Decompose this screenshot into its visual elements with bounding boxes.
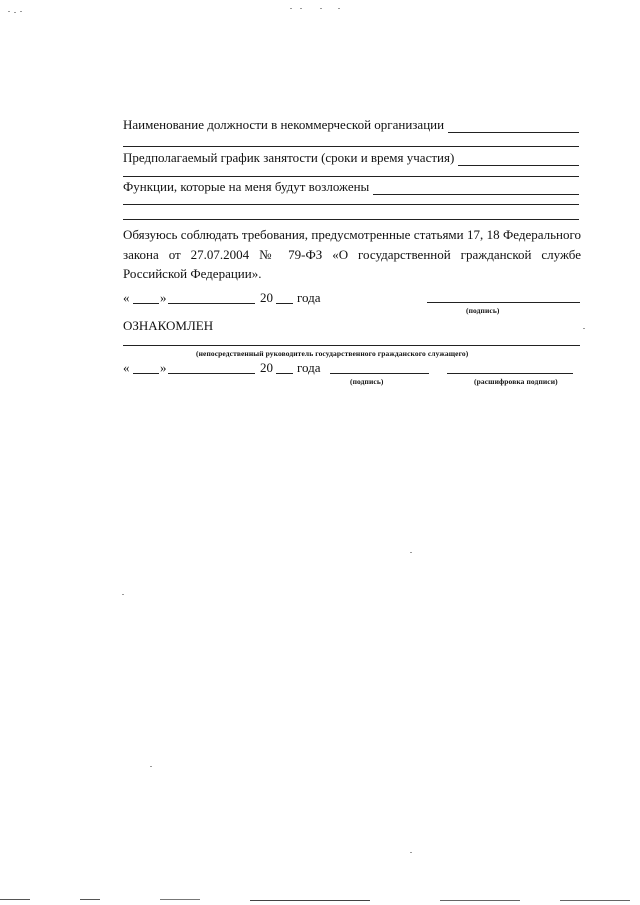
date-close-quote: » [160, 290, 167, 305]
schedule-field-line[interactable] [458, 153, 579, 166]
year-suffix: года [297, 290, 321, 305]
functions-field-line[interactable] [373, 182, 579, 195]
signature-decoding-caption: (расшифровка подписи) [474, 377, 558, 386]
signature-caption-2: (подпись) [350, 377, 384, 386]
date-close-quote-2: » [160, 360, 167, 375]
obligation-paragraph: Обязуюсь соблюдать требования, предусмотренные статьями 17, 18 Федерального закона от 27.07.2004 № 79-ФЗ «О государственной гражданской службе Российской Федерации». [123, 227, 581, 281]
year-suffix-2: года [297, 360, 321, 375]
functions-label: Функции, которые на меня будут возложены [123, 179, 370, 194]
scan-edge-mark [160, 899, 200, 900]
decoding-field-line[interactable] [447, 373, 573, 374]
scan-speck [300, 8, 302, 9]
year-field-line-2[interactable] [276, 373, 293, 374]
functions-row [123, 179, 579, 195]
scan-edge-mark [560, 900, 630, 901]
supervisor-caption: (непосредственный руководитель государственного гражданского служащего) [196, 349, 469, 358]
signature-field-line-2[interactable] [330, 373, 429, 374]
scan-edge-mark [80, 899, 100, 900]
month-field-line[interactable] [168, 303, 255, 304]
scan-speck [150, 766, 152, 767]
scan-edge-mark [0, 899, 30, 900]
scan-speck [14, 12, 16, 13]
signature-caption: (подпись) [466, 306, 500, 315]
position-label: Наименование должности в некоммерческой организации [123, 117, 445, 132]
date-open-quote: « [123, 290, 130, 305]
acknowledged-heading: ОЗНАКОМЛЕН [123, 318, 214, 333]
scan-edge-mark [440, 900, 520, 901]
schedule-row [123, 150, 579, 166]
scan-speck [583, 328, 585, 329]
scan-speck [338, 8, 340, 9]
date-open-quote-2: « [123, 360, 130, 375]
scan-speck [410, 852, 412, 853]
day-field-line[interactable] [133, 303, 159, 304]
scan-speck [20, 11, 22, 12]
scan-speck [122, 594, 124, 595]
position-row [123, 117, 579, 133]
month-field-line-2[interactable] [168, 373, 255, 374]
scan-speck [8, 11, 10, 12]
scan-speck [410, 552, 412, 553]
position-field-line[interactable] [448, 120, 579, 133]
scan-speck [290, 8, 292, 9]
schedule-extra-line[interactable] [123, 176, 579, 177]
signature-field-line[interactable] [427, 302, 580, 303]
functions-extra-line-1[interactable] [123, 204, 579, 205]
day-field-line-2[interactable] [133, 373, 159, 374]
functions-extra-line-2[interactable] [123, 219, 579, 220]
schedule-label: Предполагаемый график занятости (сроки и время участия) [123, 150, 455, 165]
scan-speck [320, 8, 322, 9]
position-extra-line[interactable] [123, 146, 579, 147]
supervisor-field-line[interactable] [123, 345, 580, 346]
scan-edge-mark [250, 900, 370, 901]
year-field-line[interactable] [276, 303, 293, 304]
year-prefix-2: 20 [260, 360, 273, 375]
year-prefix: 20 [260, 290, 273, 305]
